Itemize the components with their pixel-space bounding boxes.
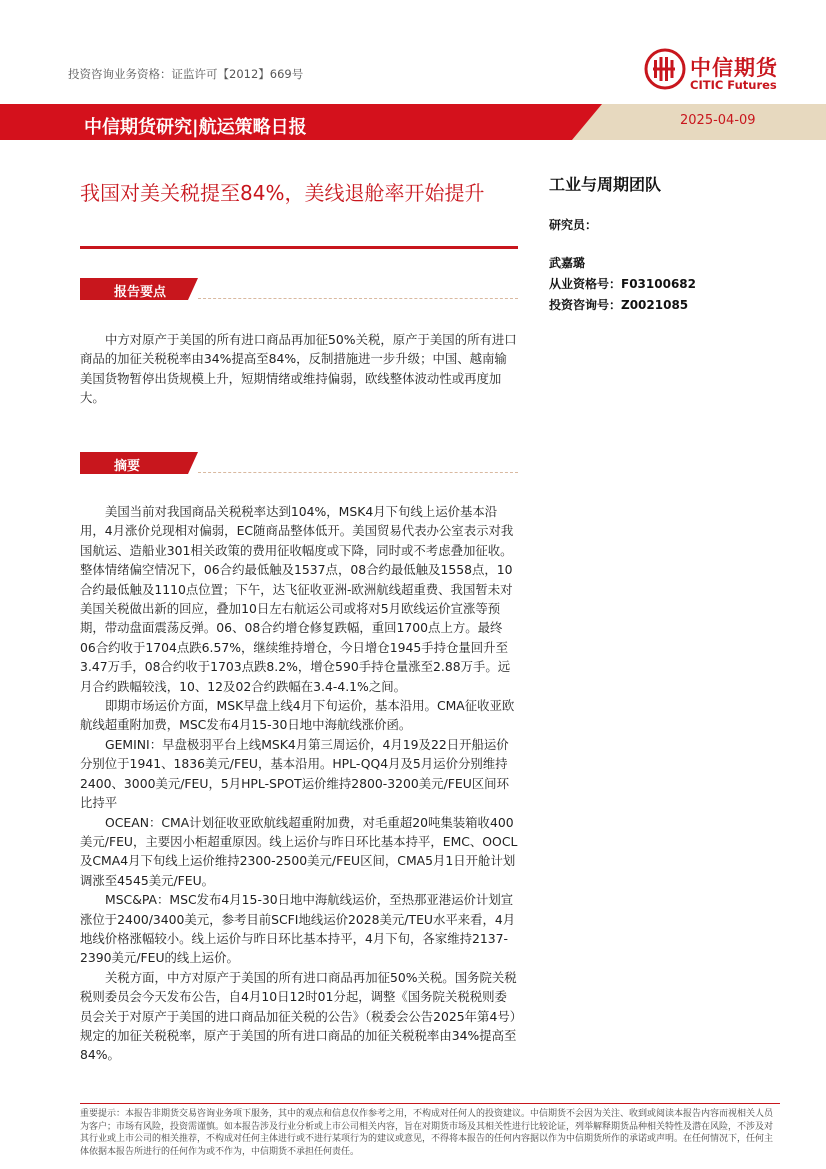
summary-paragraph: 关税方面，中方对原产于美国的所有进口商品再加征50%关税。国务院关税税则委员会今天发布公告，自4月10日12时01分起，调整《国务院关税税则委员会关于对原产于美国的进口商品加征关税的公告》（税委会公告2025年第4号）规定的加征关税税率，原产于美国的所有进口商品的加征关税税率由34%提高至84%。 — [80, 969, 517, 1063]
summary-paragraph: GEMINI：早盘极羽平台上线MSK4月第三周运价，4月19及22日开船运价分别位于1941、1836美元/FEU，基本沿用。HPL-QQ4月及5月运价分别维持2400、3000美元/FEU，5月HPL-SPOT运价维持2800-3200美元/FEU区间环比持平 — [80, 736, 509, 811]
team-name: 工业与周期团队 — [549, 175, 662, 194]
banner-title: 中信期货研究|航运策略日报 — [84, 117, 307, 138]
report-date: 2025-04-09 — [680, 113, 756, 128]
report-title: 我国对美关税提至84%，美线退舱率开始提升 — [80, 181, 485, 205]
summary-label: 摘要 — [114, 459, 141, 474]
researcher-name: 武嘉璐 — [549, 256, 586, 270]
summary-paragraph: MSC&PA：MSC发布4月15-30日地中海航线运价，至热那亚港运价计划宣涨位于2400/3400美元，参考目前SCFI地线运价2028美元/TEU水平来看，4月地线价格涨幅较小。线上运价与昨日环比基本持平，4月下旬，各家维持2137-2390美元/FEU的线上运价。 — [80, 892, 516, 966]
logo-text-cn: 中信期货 — [690, 56, 778, 80]
summary-header — [80, 452, 518, 476]
title-divider — [80, 246, 518, 249]
key-points-header — [80, 278, 518, 302]
consult-number: 投资咨询号：Z0021085 — [549, 298, 689, 312]
license-text: 投资咨询业务资格：证监许可【2012】669号 — [68, 67, 304, 81]
section-dotted-rule — [198, 298, 518, 299]
summary-paragraph: 即期市场运价方面，MSK早盘上线4月下旬运价，基本沿用。CMA征收亚欧航线超重附加费，MSC发布4月15-30日地中海航线涨价函。 — [80, 698, 515, 733]
disclaimer: 重要提示：本报告非期货交易咨询业务项下服务，其中的观点和信息仅作参考之用，不构成对任何人的投资建议。中信期货不会因为关注、收到或阅读本报告内容而视相关人员为客户；市场有风险，投资需谨慎。如本报告涉及行业分析或上市公司相关内容，旨在对期货市场及其相关性进行比较论证，列举解释期货品种相关特性及潜在风险，不涉及对其行业或上市公司的相关推荐，不构成对任何主体进行或不进行某项行为的建议或意见，不得将本报告的任何内容据以作为中信期货所作的承诺或声明。在任何情况下，任何主体依据本报告所进行的任何作为或不作为，中信期货不承担任何责任。 — [80, 1109, 774, 1157]
summary-paragraph: OCEAN：CMA计划征收亚欧航线超重附加费，对毛重超20吨集装箱收400美元/FEU，主要因小柜超重原因。线上运价与昨日环比基本持平，EMC、OOCL及CMA4月下旬线上运价维持2300-2500美元/FEU区间，CMA5月1日开舱计划调涨至4545美元/FEU。 — [80, 814, 518, 888]
logo-text-en: CITIC Futures — [690, 78, 777, 92]
researcher-label: 研究员： — [549, 218, 598, 232]
citic-logo-icon — [644, 48, 686, 90]
summary-paragraph: 美国当前对我国商品关税税率达到104%，MSK4月下旬线上运价基本沿用，4月涨价兑现相对偏弱，EC随商品整体低开。美国贸易代表办公室表示对我国航运、造船业301相关政策的费用征收幅度或下降，同时或不考虑叠加征收。整体情绪偏空情况下，06合约最低触及1537点，08合约最低触及1558点，10合约最低触及1110点位置；下午，达飞征收亚洲-欧洲航线超重费、我国暂未对美国关税做出新的回应，叠加10日左右航运公司或将对5月欧线运价宣涨等预期，带动盘面震荡反弹。06、08合约增仓修复跌幅，重回1700点上方。最终06合约收于1704点跌6.57%，继续维持增仓，今日增仓1945手持仓量回升至3.47万手，08合约收于1703点跌8.2%，增仓590手持仓量涨至2.88万手。远月合约跌幅较浅，10、12及02合约跌幅在3.4-4.1%之间。 — [80, 504, 514, 694]
key-points-body — [80, 330, 518, 408]
key-points-paragraph: 中方对原产于美国的所有进口商品再加征50%关税，原产于美国的所有进口商品的加征关税税率由34%提高至84%，反制措施进一步升级；中国、越南输美国货物暂停出货规模上升，短期情绪或维持偏弱，欧线整体波动性或再度加大。 — [80, 332, 517, 406]
section-dotted-rule — [198, 472, 518, 473]
key-points-label: 报告要点 — [114, 285, 167, 300]
footer-divider — [80, 1103, 780, 1104]
summary-body — [80, 502, 518, 1065]
qualification-number: 从业资格号：F03100682 — [549, 277, 696, 291]
